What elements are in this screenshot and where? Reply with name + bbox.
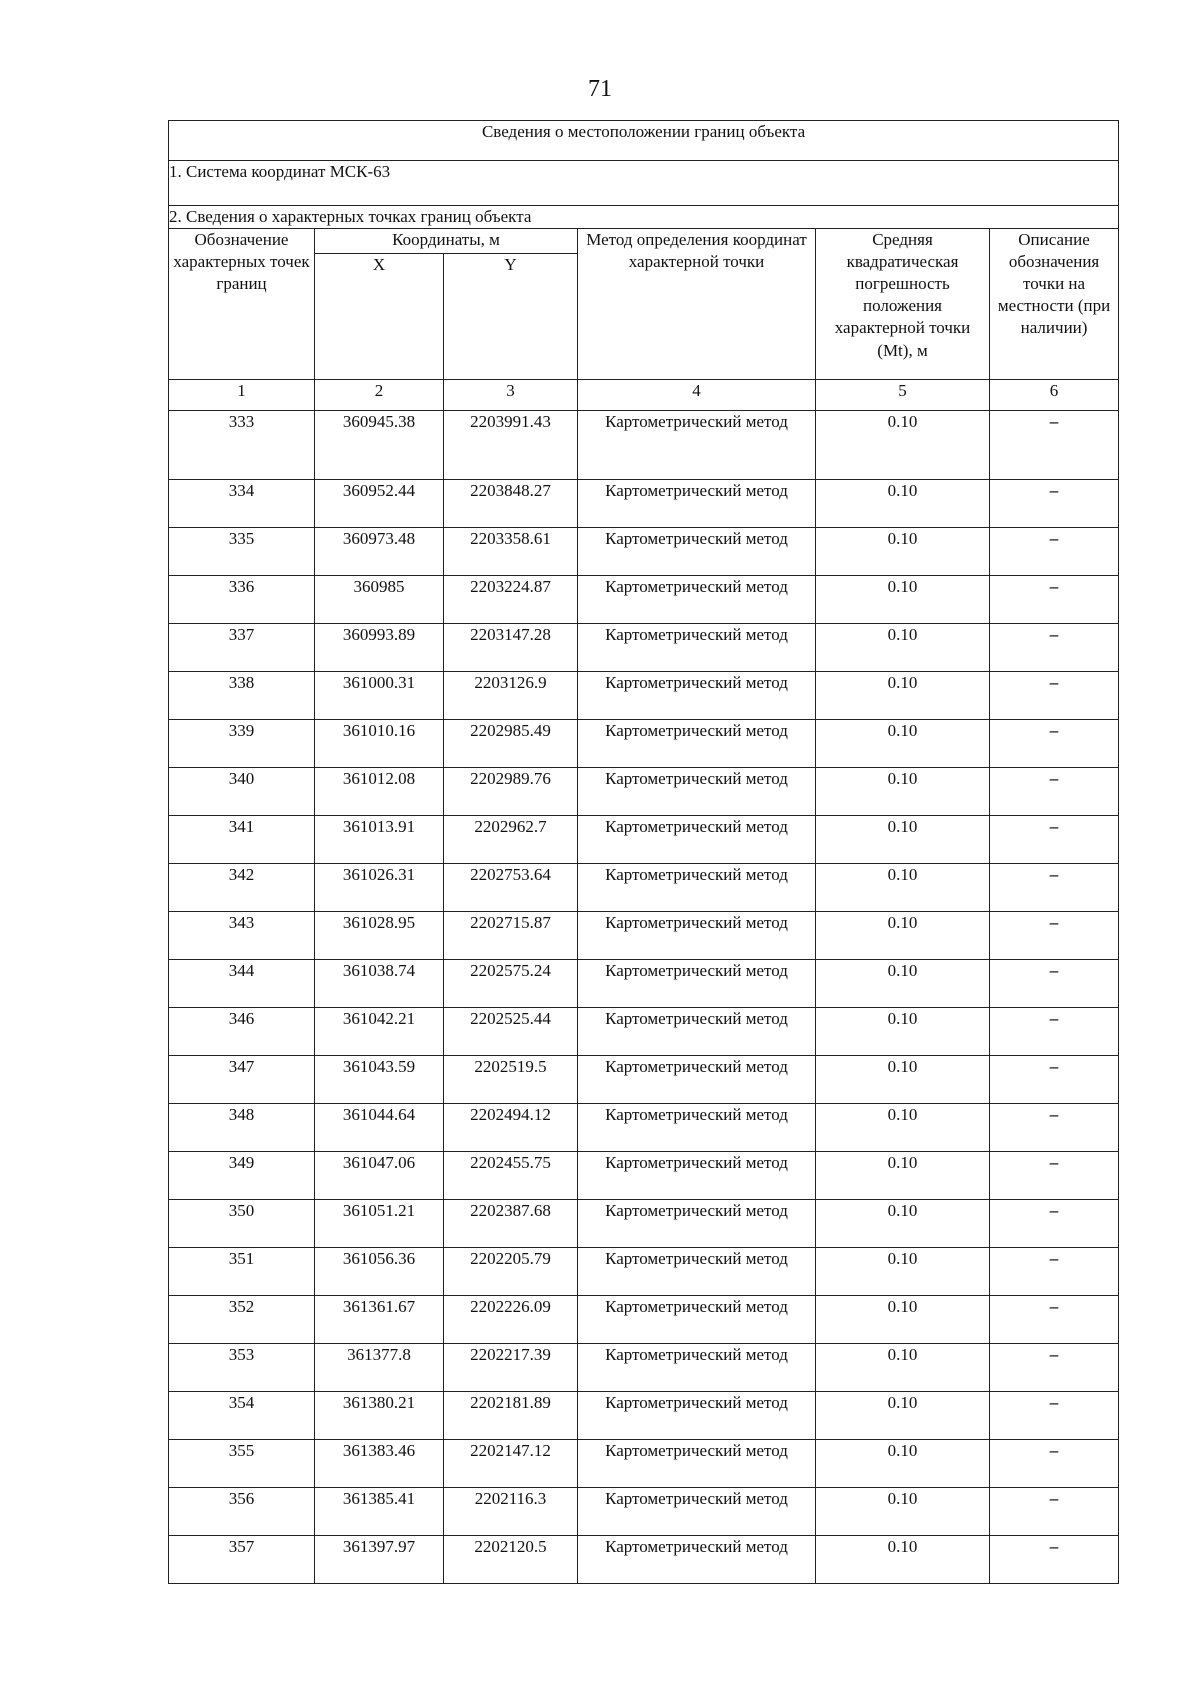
method-cell: Картометрический метод <box>578 912 816 960</box>
method-cell: Картометрический метод <box>578 1296 816 1344</box>
table-title: Сведения о местоположении границ объекта <box>169 121 1119 161</box>
error-cell: 0.10 <box>816 960 990 1008</box>
x-coordinate-cell: 361380.21 <box>315 1392 444 1440</box>
point-id-cell: 354 <box>169 1392 315 1440</box>
table-row <box>169 480 1119 528</box>
table-row <box>169 768 1119 816</box>
method-cell: Картометрический метод <box>578 480 816 528</box>
description-cell: – <box>990 411 1119 480</box>
y-coordinate-cell: 2202525.44 <box>444 1008 578 1056</box>
table-row <box>169 1440 1119 1488</box>
y-coordinate-cell: 2202989.76 <box>444 768 578 816</box>
method-cell: Картометрический метод <box>578 960 816 1008</box>
point-id-cell: 349 <box>169 1152 315 1200</box>
x-coordinate-cell: 361043.59 <box>315 1056 444 1104</box>
error-cell: 0.10 <box>816 816 990 864</box>
error-cell: 0.10 <box>816 528 990 576</box>
description-cell: – <box>990 1152 1119 1200</box>
description-cell: – <box>990 1536 1119 1584</box>
point-id-cell: 338 <box>169 672 315 720</box>
y-coordinate-cell: 2202575.24 <box>444 960 578 1008</box>
x-coordinate-cell: 361028.95 <box>315 912 444 960</box>
table-row <box>169 1056 1119 1104</box>
method-cell: Картометрический метод <box>578 768 816 816</box>
error-cell: 0.10 <box>816 912 990 960</box>
point-id-cell: 344 <box>169 960 315 1008</box>
description-cell: – <box>990 1440 1119 1488</box>
error-cell: 0.10 <box>816 1248 990 1296</box>
description-cell: – <box>990 1344 1119 1392</box>
method-cell: Картометрический метод <box>578 1056 816 1104</box>
point-id-cell: 334 <box>169 480 315 528</box>
x-coordinate-cell: 361013.91 <box>315 816 444 864</box>
method-cell: Картометрический метод <box>578 576 816 624</box>
point-id-cell: 343 <box>169 912 315 960</box>
page-number: 71 <box>588 76 612 102</box>
point-id-cell: 353 <box>169 1344 315 1392</box>
x-coordinate-cell: 361051.21 <box>315 1200 444 1248</box>
error-cell: 0.10 <box>816 1104 990 1152</box>
description-cell: – <box>990 912 1119 960</box>
description-cell: – <box>990 480 1119 528</box>
description-cell: – <box>990 1296 1119 1344</box>
point-id-cell: 348 <box>169 1104 315 1152</box>
method-cell: Картометрический метод <box>578 1104 816 1152</box>
description-cell: – <box>990 624 1119 672</box>
x-coordinate-cell: 360952.44 <box>315 480 444 528</box>
description-cell: – <box>990 1008 1119 1056</box>
header-description: Описание обозначения точки на местности (при наличии) <box>990 229 1119 380</box>
point-id-cell: 335 <box>169 528 315 576</box>
point-id-cell: 339 <box>169 720 315 768</box>
method-cell: Картометрический метод <box>578 1200 816 1248</box>
point-id-cell: 333 <box>169 411 315 480</box>
y-coordinate-cell: 2202962.7 <box>444 816 578 864</box>
table-row <box>169 1104 1119 1152</box>
description-cell: – <box>990 1056 1119 1104</box>
column-number: 6 <box>990 380 1119 411</box>
y-coordinate-cell: 2203358.61 <box>444 528 578 576</box>
column-numbers-row <box>169 380 1119 411</box>
description-cell: – <box>990 672 1119 720</box>
x-coordinate-cell: 361000.31 <box>315 672 444 720</box>
points-section-title: 2. Сведения о характерных точках границ объекта <box>169 206 1119 229</box>
table-row <box>169 672 1119 720</box>
description-cell: – <box>990 768 1119 816</box>
y-coordinate-cell: 2202120.5 <box>444 1536 578 1584</box>
table-row <box>169 864 1119 912</box>
error-cell: 0.10 <box>816 864 990 912</box>
table-row <box>169 960 1119 1008</box>
x-coordinate-cell: 361042.21 <box>315 1008 444 1056</box>
description-cell: – <box>990 1392 1119 1440</box>
table-row <box>169 528 1119 576</box>
error-cell: 0.10 <box>816 1056 990 1104</box>
point-id-cell: 336 <box>169 576 315 624</box>
description-cell: – <box>990 1248 1119 1296</box>
table-row <box>169 1248 1119 1296</box>
y-coordinate-cell: 2202387.68 <box>444 1200 578 1248</box>
table-row <box>169 1536 1119 1584</box>
error-cell: 0.10 <box>816 720 990 768</box>
y-coordinate-cell: 2203224.87 <box>444 576 578 624</box>
table-row <box>169 1152 1119 1200</box>
table-row <box>169 912 1119 960</box>
error-cell: 0.10 <box>816 1152 990 1200</box>
method-cell: Картометрический метод <box>578 528 816 576</box>
point-id-cell: 341 <box>169 816 315 864</box>
x-coordinate-cell: 360973.48 <box>315 528 444 576</box>
error-cell: 0.10 <box>816 1344 990 1392</box>
error-cell: 0.10 <box>816 480 990 528</box>
error-cell: 0.10 <box>816 576 990 624</box>
point-id-cell: 347 <box>169 1056 315 1104</box>
header-point-id: Обозначение характерных точек границ <box>169 229 315 380</box>
y-coordinate-cell: 2202205.79 <box>444 1248 578 1296</box>
table-row <box>169 1008 1119 1056</box>
x-coordinate-cell: 361044.64 <box>315 1104 444 1152</box>
point-id-cell: 357 <box>169 1536 315 1584</box>
coordinate-system: 1. Система координат МСК-63 <box>169 161 1119 206</box>
method-cell: Картометрический метод <box>578 1344 816 1392</box>
x-coordinate-cell: 361377.8 <box>315 1344 444 1392</box>
error-cell: 0.10 <box>816 1392 990 1440</box>
y-coordinate-cell: 2202494.12 <box>444 1104 578 1152</box>
boundary-points-table <box>168 120 1119 1584</box>
error-cell: 0.10 <box>816 672 990 720</box>
table-row <box>169 720 1119 768</box>
y-coordinate-cell: 2202985.49 <box>444 720 578 768</box>
y-coordinate-cell: 2202519.5 <box>444 1056 578 1104</box>
error-cell: 0.10 <box>816 1296 990 1344</box>
table-row <box>169 816 1119 864</box>
y-coordinate-cell: 2202181.89 <box>444 1392 578 1440</box>
description-cell: – <box>990 864 1119 912</box>
x-coordinate-cell: 361038.74 <box>315 960 444 1008</box>
table-row <box>169 576 1119 624</box>
point-id-cell: 356 <box>169 1488 315 1536</box>
description-cell: – <box>990 576 1119 624</box>
method-cell: Картометрический метод <box>578 1392 816 1440</box>
x-coordinate-cell: 361010.16 <box>315 720 444 768</box>
error-cell: 0.10 <box>816 768 990 816</box>
description-cell: – <box>990 720 1119 768</box>
description-cell: – <box>990 1488 1119 1536</box>
x-coordinate-cell: 361397.97 <box>315 1536 444 1584</box>
table-row <box>169 1392 1119 1440</box>
x-coordinate-cell: 361385.41 <box>315 1488 444 1536</box>
x-coordinate-cell: 361026.31 <box>315 864 444 912</box>
column-number: 1 <box>169 380 315 411</box>
table-row <box>169 1488 1119 1536</box>
error-cell: 0.10 <box>816 411 990 480</box>
header-coordinates: Координаты, м <box>315 229 578 254</box>
x-coordinate-cell: 361047.06 <box>315 1152 444 1200</box>
method-cell: Картометрический метод <box>578 411 816 480</box>
x-coordinate-cell: 361012.08 <box>315 768 444 816</box>
description-cell: – <box>990 960 1119 1008</box>
y-coordinate-cell: 2202116.3 <box>444 1488 578 1536</box>
error-cell: 0.10 <box>816 1536 990 1584</box>
method-cell: Картометрический метод <box>578 864 816 912</box>
method-cell: Картометрический метод <box>578 816 816 864</box>
column-number: 2 <box>315 380 444 411</box>
method-cell: Картометрический метод <box>578 1008 816 1056</box>
x-coordinate-cell: 361383.46 <box>315 1440 444 1488</box>
header-method: Метод определения координат характерной точки <box>578 229 816 380</box>
method-cell: Картометрический метод <box>578 1248 816 1296</box>
y-coordinate-cell: 2202147.12 <box>444 1440 578 1488</box>
y-coordinate-cell: 2203848.27 <box>444 480 578 528</box>
y-coordinate-cell: 2203991.43 <box>444 411 578 480</box>
point-id-cell: 351 <box>169 1248 315 1296</box>
y-coordinate-cell: 2202715.87 <box>444 912 578 960</box>
point-id-cell: 346 <box>169 1008 315 1056</box>
method-cell: Картометрический метод <box>578 720 816 768</box>
x-coordinate-cell: 361056.36 <box>315 1248 444 1296</box>
method-cell: Картометрический метод <box>578 1152 816 1200</box>
table-row <box>169 411 1119 480</box>
error-cell: 0.10 <box>816 1008 990 1056</box>
y-coordinate-cell: 2203147.28 <box>444 624 578 672</box>
description-cell: – <box>990 816 1119 864</box>
point-id-cell: 352 <box>169 1296 315 1344</box>
column-number: 3 <box>444 380 578 411</box>
y-coordinate-cell: 2202753.64 <box>444 864 578 912</box>
table-row <box>169 624 1119 672</box>
header-x: X <box>315 254 444 380</box>
error-cell: 0.10 <box>816 1440 990 1488</box>
method-cell: Картометрический метод <box>578 672 816 720</box>
description-cell: – <box>990 528 1119 576</box>
y-coordinate-cell: 2202455.75 <box>444 1152 578 1200</box>
x-coordinate-cell: 360985 <box>315 576 444 624</box>
point-id-cell: 350 <box>169 1200 315 1248</box>
column-number: 5 <box>816 380 990 411</box>
y-coordinate-cell: 2203126.9 <box>444 672 578 720</box>
header-y: Y <box>444 254 578 380</box>
column-number: 4 <box>578 380 816 411</box>
method-cell: Картометрический метод <box>578 624 816 672</box>
table-row <box>169 1296 1119 1344</box>
point-id-cell: 355 <box>169 1440 315 1488</box>
error-cell: 0.10 <box>816 1488 990 1536</box>
error-cell: 0.10 <box>816 624 990 672</box>
method-cell: Картометрический метод <box>578 1488 816 1536</box>
y-coordinate-cell: 2202226.09 <box>444 1296 578 1344</box>
method-cell: Картометрический метод <box>578 1440 816 1488</box>
point-id-cell: 337 <box>169 624 315 672</box>
error-cell: 0.10 <box>816 1200 990 1248</box>
y-coordinate-cell: 2202217.39 <box>444 1344 578 1392</box>
x-coordinate-cell: 360945.38 <box>315 411 444 480</box>
description-cell: – <box>990 1200 1119 1248</box>
x-coordinate-cell: 360993.89 <box>315 624 444 672</box>
x-coordinate-cell: 361361.67 <box>315 1296 444 1344</box>
point-id-cell: 342 <box>169 864 315 912</box>
description-cell: – <box>990 1104 1119 1152</box>
point-id-cell: 340 <box>169 768 315 816</box>
table-row <box>169 1200 1119 1248</box>
table-row <box>169 1344 1119 1392</box>
method-cell: Картометрический метод <box>578 1536 816 1584</box>
header-error: Средняя квадратическая погрешность положения характерной точки (Mt), м <box>816 229 990 380</box>
